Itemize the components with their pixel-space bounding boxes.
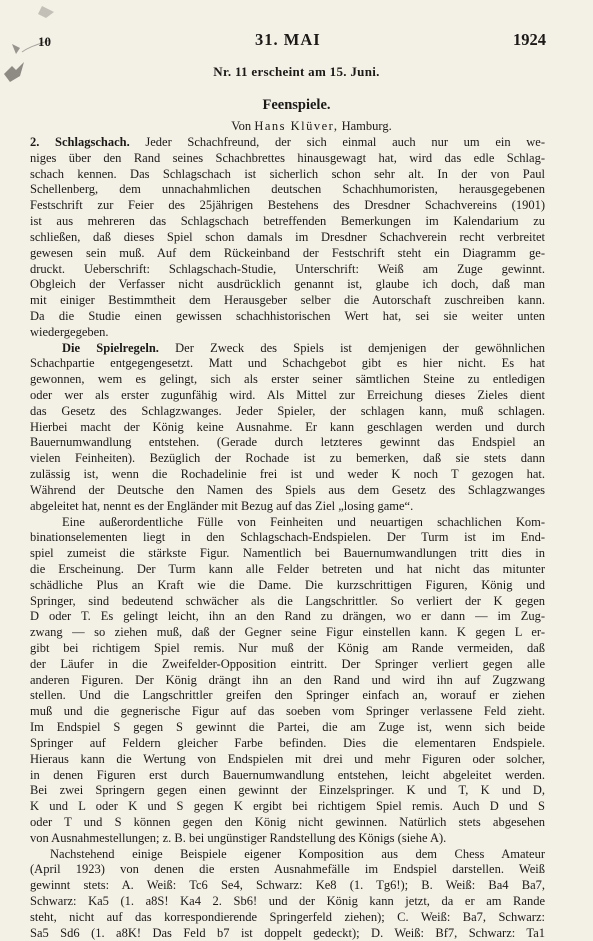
line-text: abgeleitet hat, nennt es der Engländer mit Bezug auf das Ziel „losing game“. (30, 498, 414, 513)
text-line (30, 752, 545, 768)
text-line (30, 230, 545, 246)
line-text: Bauernumwandlung entstehen. (Gerade durch letzteres gewinnt das Endspiel an (30, 435, 545, 450)
line-text: oder wer als erster zugunfähig wird. Als Mittel zur Erreichung dieses Zieles dient (30, 388, 545, 402)
text-line (30, 657, 545, 673)
article-title: Feenspiele. (262, 97, 331, 113)
text-line (30, 167, 545, 183)
line-text: mit einiger Bestimmtheit dem Herausgeber selber die Autorschaft zuschreiben kann. (30, 293, 545, 308)
text-line (30, 530, 545, 546)
text-line (30, 467, 545, 483)
line-text: Eine außerordentliche Fülle von Feinheiten und neuartigen schachlichen Kom- (62, 514, 545, 529)
text-line (30, 341, 545, 357)
text-line (30, 799, 545, 815)
line-text: vielen Feinheiten). Bezüglich der Rochade ist zu bemerken, daß sie stets dann (30, 451, 545, 466)
line-text: Hierbei macht der König keine Ausnahme. Er kann geschlagen werden und durch (30, 419, 545, 434)
line-text: oder T und S können gegen den König nicht gewinnen. Natürlich stets abgesehen (30, 814, 545, 829)
text-line (30, 688, 545, 704)
text-line (30, 704, 545, 720)
text-line (30, 594, 545, 610)
text-line (30, 515, 545, 531)
text-line (30, 926, 545, 941)
text-line (30, 546, 545, 562)
line-text: druckt. Ueberschrift: Schlagschach-Studie, Unterschrift: Weiß am Zuge gewinnt. (30, 261, 545, 276)
line-text: von Ausnahmestellungen; z. B. bei ungünstiger Randstellung des Königs (siehe A). (30, 830, 447, 845)
line-text: K und L oder K und S gegen K ergibt bei richtigem Spiel remis. Auch D und S (30, 799, 545, 814)
line-text: D oder T. Es gelingt leicht, ihn an den Rand zu drängen, wo er dann — im Zug- (30, 609, 545, 624)
page-number-fragment: 10 (38, 34, 51, 49)
byline-author: Hans Klüver, (254, 119, 339, 133)
line-text: gewesen sein muß. Auf dem Rückeinband der Festschrift steht ein Diagramm ge- (30, 245, 545, 260)
line-text: steht, nicht auf das korrespondierende Springerfeld ziehen); C. Weiß: Ba7, Schwarz: (30, 909, 545, 924)
issue-year: 1924 (513, 30, 546, 49)
text-line (30, 135, 545, 151)
line-text: ist aus mehreren das Schlagschach betreffenden Bemerkungen im Kalendarium zu (30, 214, 545, 229)
text-line (30, 815, 545, 831)
line-text: Obgleich der Verfasser nicht ausdrücklich genannt ist, glaube ich doch, daß man (30, 277, 545, 292)
text-line (30, 578, 545, 594)
line-text: Schwarz: Ka5 (1. a8S! Ka4 2. Sb6! und der König kann jetzt, da er am Rande (30, 894, 545, 908)
text-line (30, 309, 545, 325)
line-text: Sa5 Sd6 (1. a8K! Das Feld b7 ist doppelt gedeckt); D. Weiß: Bf7, Schwarz: Ta1 (30, 925, 545, 940)
text-line (30, 277, 545, 293)
line-text: muß und die gegnerische Figur auf das soeben vom Springer verlassene Feld zieht. (30, 704, 545, 719)
text-line (30, 151, 545, 167)
line-text: Festschrift zur Feier des 25jährigen Bestehens des Dresdner Schachvereins (1901) (30, 198, 545, 213)
line-text: Hieraus kann die Wertung von Endspielen mit drei und mehr Figuren oder solcher, (30, 751, 545, 766)
next-issue-notice: Nr. 11 erscheint am 15. Juni. (213, 64, 380, 79)
text-line (30, 198, 545, 214)
line-text: das Gesetz des Schlagzwanges. Jeder Spieler, der schlagen kann, muß schlagen. (30, 403, 545, 418)
text-line (30, 404, 545, 420)
text-line (30, 847, 545, 863)
line-text: (April 1923) von denen die ersten Ausnahmefälle im Endspiel darstellen. Weiß (30, 862, 545, 877)
article-byline (0, 119, 593, 134)
paragraph-lead: 2. Schlagschach. (30, 135, 130, 149)
byline-place: Hamburg. (341, 119, 392, 133)
line-text: schließen, daß dieses Spiel schon damals im Dresdner Schachverein recht verbreitet (30, 229, 545, 244)
text-line (30, 562, 545, 578)
line-text: Im Endspiel S gegen S gewinnt die Partei, die am Zuge ist, wenn sich beide (30, 720, 545, 735)
line-text: schädliche Plus an Kraft wie die Dame. Die kurzschrittigen Figuren, König und (30, 577, 545, 592)
text-line (30, 641, 545, 657)
line-text: Jeder Schachfreund, der sich einmal auch nur um ein we- (129, 135, 545, 149)
text-line (30, 483, 545, 499)
line-text: in denen Figuren erst durch Bauernumwandlung entstehen, leicht abgeleitet werden. (30, 767, 545, 782)
line-text: zulässig ist, wenn die Rochadelinie frei ist und weder K noch T gezogen hat. (30, 467, 545, 482)
text-line (30, 182, 545, 198)
text-line (30, 262, 545, 278)
article-body (30, 135, 545, 941)
text-line (30, 246, 545, 262)
text-line (30, 372, 545, 388)
text-line (30, 720, 545, 736)
text-line (30, 435, 545, 451)
line-text: gibt bei richtigem Spiel remis. Nur muß der König am Rande vermeiden, daß (30, 641, 545, 655)
line-text: Da die Studie einen gewissen schachhistorischen Wert hat, sei sie weiter unten (30, 308, 545, 323)
line-text: stellen. Und die Langschrittler greifen den Springer einfach an, worauf er ziehen (30, 688, 545, 703)
text-line (30, 625, 545, 641)
line-text: der Läufer in die Zweifelder-Opposition eintritt. Der Springer verliert gegen alle (30, 656, 545, 671)
line-text: Während der Deutsche den Namen des Spiels aus dem Gesetz des Schlagzwanges (30, 482, 545, 497)
text-line (30, 420, 545, 436)
text-line (30, 783, 545, 799)
line-text: Der Zweck des Spiels ist demjenigen der gewöhnlichen (158, 340, 545, 355)
issue-date: 31. MAI (255, 30, 321, 49)
line-text: schach kennen. Das Schlagschach ist sicherlich schon sehr alt. In der von Paul (30, 166, 545, 181)
line-text: anderen Figuren. Der König drängt ihn an den Rand und wird ihn auf Zugzwang (30, 672, 545, 687)
line-text: Schellenberg, dem unnachahmlichen deutschen Schachhumoristen, herausgegebenen (30, 182, 545, 197)
line-text: Schachpartie entgegengesetzt. Matt und Schachgebot gibt es hier nicht. Es hat (30, 356, 545, 371)
line-text: wiedergegeben. (30, 324, 109, 339)
line-text: gewonnen, wem es gelingt, sich als erster seiner sämtlichen Steine zu entledigen (30, 372, 545, 387)
text-line (30, 831, 545, 847)
line-text: binationselementen liegt in den Schlagschach-Endspielen. Der Turm ist im End- (30, 530, 545, 545)
byline-prefix: Von (231, 119, 252, 133)
line-text: die Erscheinung. Der Turm kann alle Felder betreten und hat nicht das mitunter (30, 561, 545, 576)
text-line (30, 451, 545, 467)
text-line (30, 356, 545, 372)
page-header (0, 28, 593, 56)
text-line (30, 388, 545, 404)
line-text: spiel zumeist die stärkste Figur. Namentlich bei Bauernumwandlungen tritt dies in (30, 546, 545, 561)
text-line (30, 894, 545, 910)
text-line (30, 768, 545, 784)
line-text: zwang — so ziehen muß, daß der Gegner seine Figur einstellen kann. K gegen L er- (30, 625, 545, 640)
line-text: Bei zwei Springern gegen einen gewinnt der Einzelspringer. K und T, K und D, (30, 783, 545, 798)
text-line (30, 609, 545, 625)
line-text: Springer, sind bedeutend schwächer als die Langschrittler. So verliert der K gegen (30, 593, 545, 608)
text-line (30, 862, 545, 878)
text-line (30, 878, 545, 894)
line-text: Springer auf Feldern gleicher Farbe befinden. Dies die elementaren Endspiele. (30, 735, 545, 750)
paragraph-lead: Die Spielregeln. (62, 340, 159, 355)
text-line (30, 673, 545, 689)
line-text: niges über den Rand seines Schachbrettes hinausgewagt hat, wird das edle Schlag- (30, 150, 545, 165)
text-line (30, 736, 545, 752)
line-text: gewinnt stets: A. Weiß: Tc6 Se4, Schwarz: Ke8 (1. Tg6!); B. Weiß: Ba4 Ba7, (30, 878, 545, 893)
line-text: Nachstehend einige Beispiele eigener Komposition aus dem Chess Amateur (50, 846, 545, 861)
text-line (30, 499, 545, 515)
text-line (30, 293, 545, 309)
text-line (30, 214, 545, 230)
text-line (30, 325, 545, 341)
text-line (30, 910, 545, 926)
